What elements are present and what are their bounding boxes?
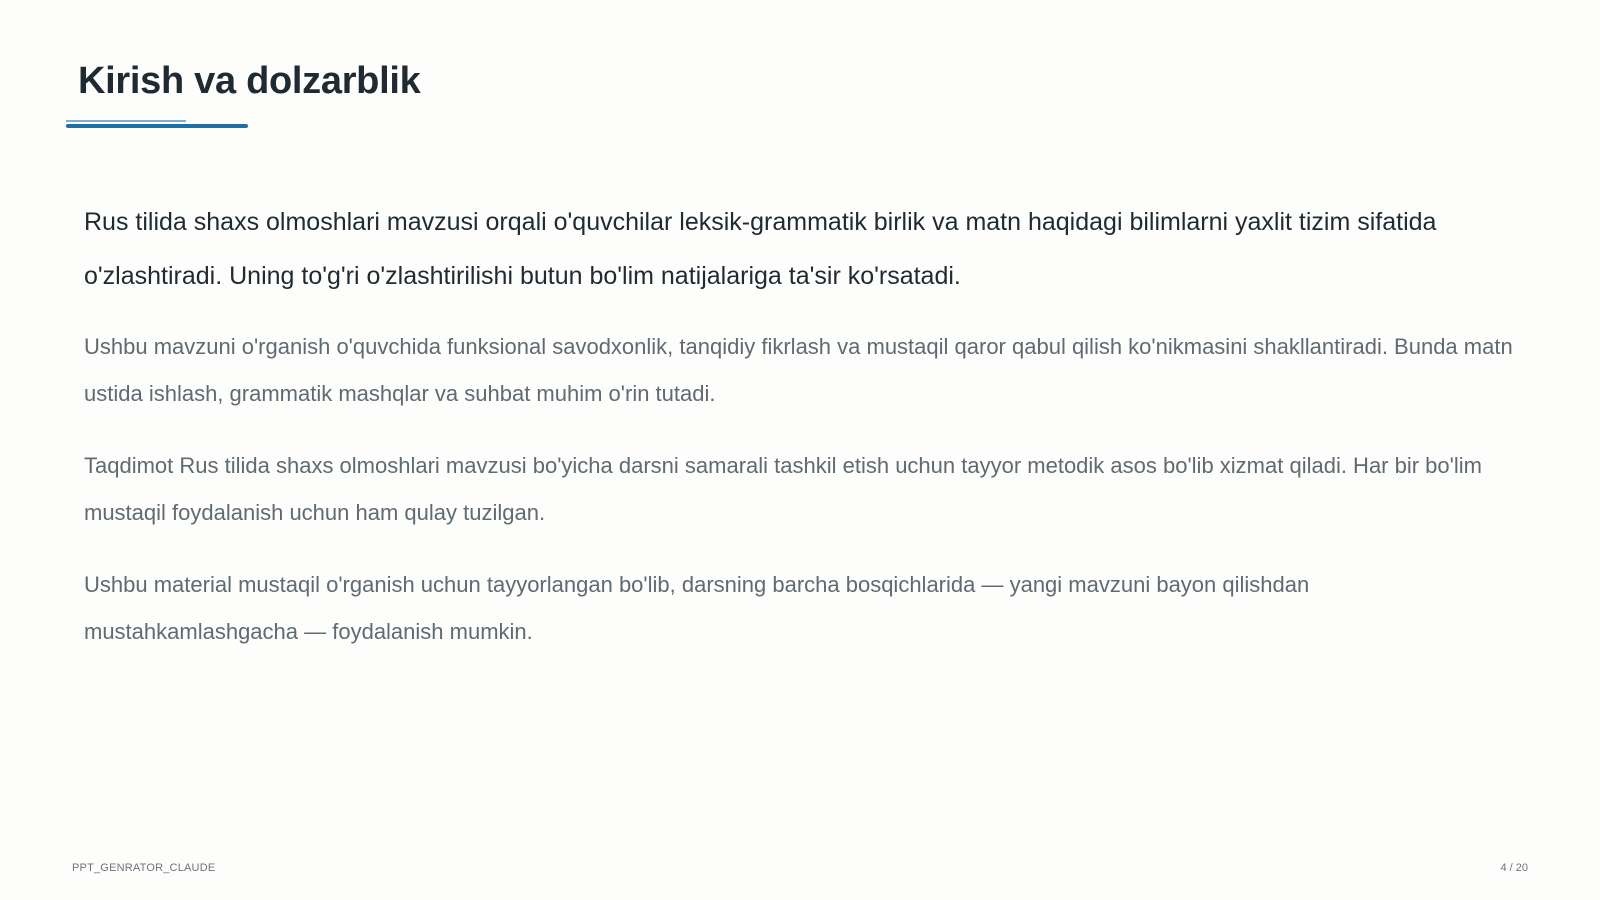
slide-body: [84, 195, 1514, 680]
body-paragraph-3: Ushbu material mustaqil o'rganish uchun tayyorlangan bo'lib, darsning barcha bosqichlarida — yangi mavzuni bayon qilishdan mustahkamlashgacha — foydalanish mumkin.: [84, 572, 1310, 644]
body-paragraph-1: Ushbu mavzuni o'rganish o'quvchida funksional savodxonlik, tanqidiy fikrlash va mustaqil qaror qabul qilish ko'nikmasini shakllantiradi. Bunda matn ustida ishlash, grammatik mashqlar va suhbat muhim o'rin tutadi.: [84, 334, 1513, 406]
body-paragraph-2: Taqdimot Rus tilida shaxs olmoshlari mavzusi bo'yicha darsni samarali tashkil etish uchun tayyor metodik asos bo'lib xizmat qiladi. Har bir bo'lim mustaqil foydalanish uchun ham qulay tuzilgan.: [84, 453, 1482, 525]
title-underline-accent: [66, 124, 248, 128]
slide-title: Kirish va dolzarblik: [78, 60, 421, 102]
footer-source-label: PPT_GENRATOR_CLAUDE: [72, 862, 216, 874]
page-number: 4 / 20: [1500, 862, 1528, 874]
lead-paragraph: Rus tilida shaxs olmoshlari mavzusi orqali o'quvchilar leksik-grammatik birlik va matn haqidagi bilimlarni yaxlit tizim sifatida o'zlashtiradi. Uning to'g'ri o'zlashtirilishi butun bo'lim natijalariga ta'sir ko'rsatadi.: [84, 208, 1437, 290]
